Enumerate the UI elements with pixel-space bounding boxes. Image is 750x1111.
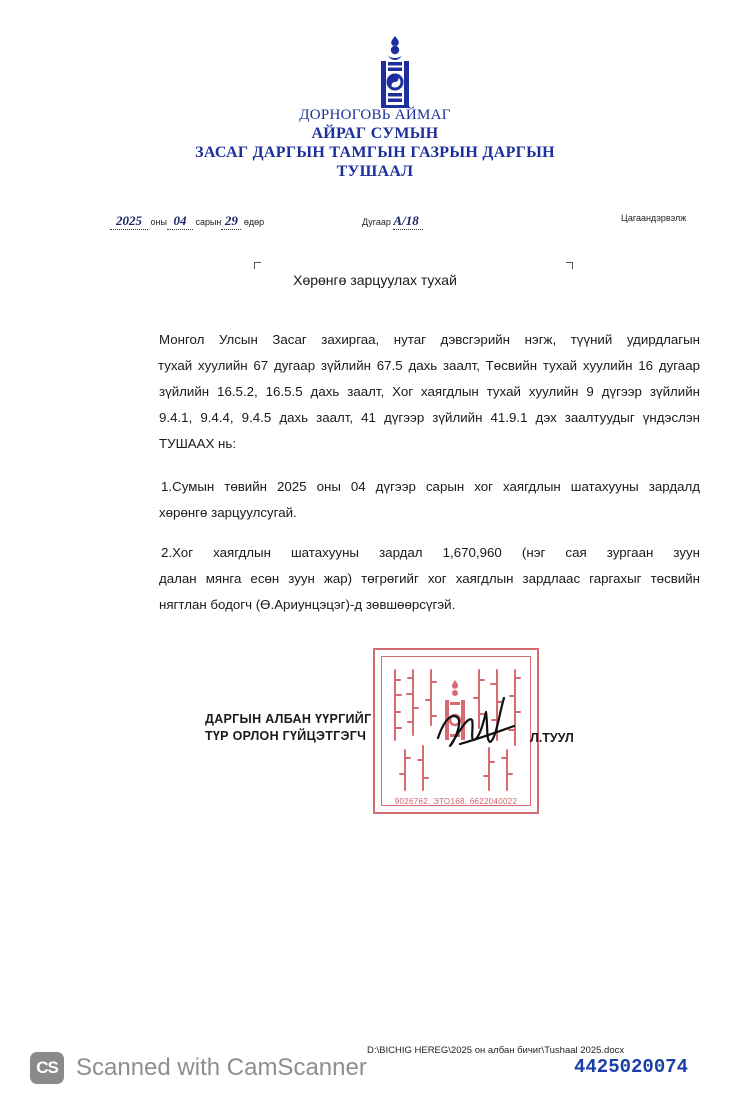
preamble-line: зүйлийн 16.5.2, 16.5.5 дахь заалт, Хог хаягдлын тухай хуулийн 9 дүгээр зүйлийн (159, 384, 700, 399)
preamble-line: 9.4.1, 9.4.4, 9.4.5 дахь заалт, 41 дүгээр зүйлийн 41.9.1 дэх заалтуудыг үндэслэн (159, 410, 700, 425)
subject-corner-right (566, 262, 573, 269)
item-2-line: далан мянга есөн зуун жар) төгрөгийг хог хаягдлын зардлаас гаргахыг төсвийн (159, 571, 700, 586)
date-month-suffix: сарын (192, 217, 222, 227)
place-name: Цагаандэрвэлж (621, 213, 687, 223)
signatory-title-line1: ДАРГЫН АЛБАН ҮҮРГИЙГ (205, 712, 372, 726)
file-path: D:\BICHIG HEREG\2025 он албан бичиг\Tushaal 2025.docx (367, 1045, 625, 1056)
stamp-code: 9026762. ЭТО168. 6622040022 (394, 797, 518, 806)
date-line (110, 213, 264, 230)
date-month: 04 (167, 213, 193, 230)
signatory-title-line2: ТҮР ОРЛОН ГҮЙЦЭТГЭГЧ (205, 729, 367, 743)
subject-corner-left (254, 262, 261, 269)
soyombo-emblem-icon (376, 34, 414, 110)
item-1-paragraph (159, 474, 700, 526)
date-day: 29 (221, 213, 241, 230)
date-day-suffix: өдөр (241, 217, 265, 227)
camscanner-watermark: Scanned with CamScanner (76, 1054, 367, 1081)
header-soum: АЙРАГ СУМЫН (311, 125, 439, 142)
header-province: ДОРНОГОВЬ АЙМАГ (299, 107, 451, 123)
camscanner-logo-icon: CS (30, 1052, 64, 1084)
handwritten-signature-icon (430, 690, 520, 760)
signatory-name: Л.ТУУЛ (530, 731, 574, 745)
preamble-line: тухай хуулийн 67 дугаар зүйлийн 67.5 дахь заалт, Төсвийн тухай хуулийн 16 дугаар (158, 358, 700, 373)
date-year: 2025 (110, 213, 148, 230)
item-2-line: 2.Хог хаягдлын шатахууны зардал 1,670,960 (нэг сая зургаан зуун (161, 545, 700, 560)
item-2-line: нягтлан бодогч (Ө.Ариунцэцэг)-д зөвшөөрсүгэй. (159, 597, 456, 612)
date-year-suffix: оны (148, 217, 167, 227)
preamble-line: Монгол Улсын Засаг захиргаа, нутаг дэвсгэрийн нэгж, түүний удирдлагын (159, 332, 700, 347)
header-doc-type: ТУШААЛ (336, 163, 414, 180)
number-line (362, 213, 423, 230)
subject-title: Хөрөнгө зарцуулах тухай (293, 272, 457, 288)
registration-number: 4425020074 (574, 1056, 689, 1078)
number-label: Дугаар (362, 217, 394, 227)
item-1-line: 1.Сумын төвийн 2025 оны 04 дүгээр сарын хог хаягдлын шатахууны зардалд (161, 479, 700, 494)
order-number: А/18 (393, 213, 423, 230)
header-office: ЗАСАГ ДАРГЫН ТАМГЫН ГАЗРЫН ДАРГЫН (195, 144, 555, 161)
preamble-paragraph (159, 327, 700, 457)
item-1-line: хөрөнгө зарцуулсугай. (159, 505, 297, 520)
preamble-line: ТУШААХ нь: (159, 436, 237, 451)
item-2-paragraph (159, 540, 700, 618)
